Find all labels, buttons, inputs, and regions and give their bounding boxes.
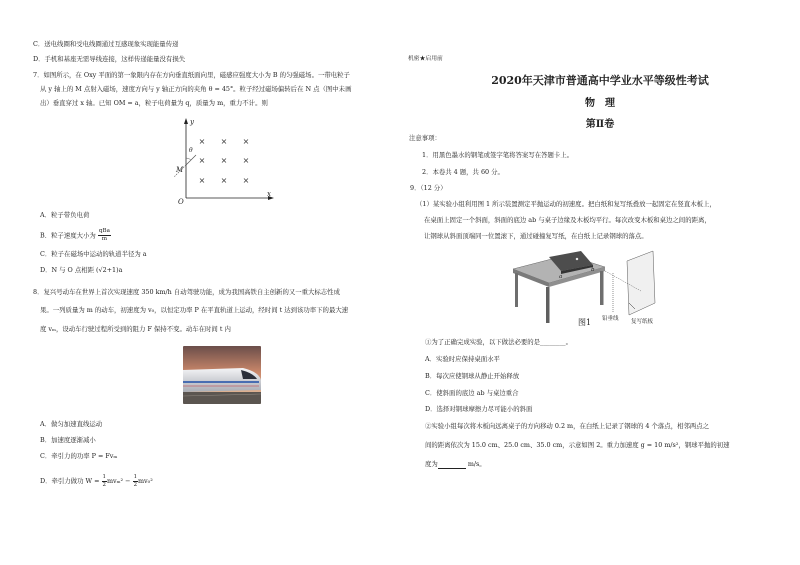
sub1-option-d: D．选择对钢球摩擦力尽可能小的斜面 <box>425 405 533 413</box>
sub-question-1: ①为了正确完成实验，以下做法必要的是________。 <box>425 338 572 346</box>
q8-stem-line3: 度 vₘ，设动车行驶过程所受到的阻力 F 保持不变。动车在时间 t 内 <box>40 325 231 333</box>
q7-option-b-numerator: qBa <box>98 228 110 234</box>
q8-option-d <box>40 474 153 488</box>
plumb-line-label: 铅垂线 <box>602 316 619 322</box>
half-denominator: 2 <box>102 481 106 488</box>
sub1-option-a: A．实验时应保持桌面水平 <box>425 355 500 363</box>
q8-stem-line1: 8．复兴号动车在世界上首次实现速度 350 km/h 自动驾驶功能，成为我国高铁自主创新的又一重大标志性成 <box>33 288 340 296</box>
notes-heading: 注意事项： <box>409 134 441 142</box>
point-m-label: M <box>176 166 184 174</box>
q8-stem-line2: 果。一列质量为 m 的动车，初速度为 v₀，以恒定功率 P 在平直轨道上运动，经时间 t 达到该功率下的最大速 <box>40 306 349 314</box>
note-2: 2．本卷共 4 题，共 60 分。 <box>422 168 504 176</box>
field-cross: × <box>198 156 206 165</box>
sub2-line3-prefix: 度为 <box>425 460 438 468</box>
q8-option-a: A．做匀加速直线运动 <box>40 420 103 428</box>
field-cross: × <box>242 156 250 165</box>
field-cross: × <box>220 137 228 146</box>
answer-blank <box>438 462 466 469</box>
q8-option-d-label: D．牵引力做功 W = <box>40 477 100 485</box>
q7-option-b-denominator: m <box>101 236 108 242</box>
sub-question-2-line1: ②实验小组每次将木板向远离桌子的方向移动 0.2 m，在白纸上记录了钢球的 4 个落点，相邻两点之 <box>425 422 710 430</box>
x-axis-label: x <box>267 190 271 198</box>
field-cross: × <box>198 176 206 185</box>
sub2-line3-suffix: m/s。 <box>465 460 486 468</box>
q7-option-c: C．粒子在磁场中运动的轨道半径为 a <box>40 250 147 258</box>
q9-part1-line3: 让钢球从斜面顶端同一位置滚下，通过碰撞复写纸，在白纸上记录钢球的落点。 <box>424 232 648 240</box>
half-numerator: 1 <box>133 474 137 480</box>
edge-b-label: b <box>591 267 595 273</box>
q7-option-d: D．N 与 O 点相距 (√2+1)a <box>40 266 123 274</box>
figure-1-apparatus <box>505 247 685 337</box>
q7-option-a: A．粒子带负电荷 <box>40 211 90 219</box>
q8-option-c: C．牵引力的功率 P = Fvₘ <box>40 452 118 460</box>
exam-subject: 物 理 <box>585 98 615 109</box>
q7-option-b <box>40 228 111 243</box>
sub-question-2-line2: 间的距离依次为 15.0 cm、25.0 cm、35.0 cm，示意如图 2。重力加速度 g = 10 m/s²，钢球平抛的初速 <box>425 441 730 449</box>
q8-option-d-term2: mv₀² <box>138 477 153 485</box>
q6-option-c: C．送电线圈和受电线圈通过互感现象实现能量传递 <box>33 40 179 48</box>
figure-1-caption: 图1 <box>578 318 592 327</box>
note-1: 1．用黑色墨水的钢笔或签字笔将答案写在答题卡上。 <box>422 151 574 159</box>
q7-stem-line2: 从 y 轴上的 M 点射入磁场，速度方向与 y 轴正方向的夹角 θ = 45°。粒子经过磁场偏转后在 N 点（图中未画 <box>40 85 352 93</box>
exam-volume: 第Ⅱ卷 <box>585 119 615 130</box>
confidential-mark: 机密★启用前 <box>408 56 443 62</box>
sub-question-2-line3 <box>425 460 486 469</box>
q7-option-b-label: B．粒子速度大小为 <box>40 231 96 240</box>
q8-option-b: B．加速度逐渐减小 <box>40 436 96 444</box>
half-numerator: 1 <box>102 474 106 480</box>
q9-part1-line2: 在桌面上固定一个斜面，斜面的底边 ab 与桌子边缘及木板均平行。每次改变木板和桌边之间的距离， <box>424 216 711 224</box>
field-cross: × <box>242 137 250 146</box>
field-cross: × <box>220 156 228 165</box>
y-axis-label: y <box>190 118 194 126</box>
train-photo <box>183 346 261 404</box>
origin-label: O <box>178 198 184 204</box>
exam-title: 2020年天津市普通高中学业水平等级性考试 <box>491 74 709 87</box>
field-cross: × <box>220 176 228 185</box>
carbon-board-label: 复写纸板 <box>631 319 654 325</box>
angle-theta-label: θ <box>189 147 193 154</box>
q8-option-d-minus: − <box>125 477 131 485</box>
field-cross: × <box>242 176 250 185</box>
field-cross: × <box>198 137 206 146</box>
q7-stem-line1: 7．如图所示，在 Oxy 平面的第一象限内存在方向垂直纸面向里，磁感应强度大小为 B 的匀强磁场。一带电粒子 <box>33 71 350 79</box>
edge-a-label: a <box>559 274 563 280</box>
q7-stem-line3: 出）垂直穿过 x 轴。已知 OM = a，粒子电荷量为 q，质量为 m，重力不计。则 <box>40 99 268 107</box>
right-page <box>400 0 800 565</box>
q9-part1-line1: （1）某实验小组利用图 1 所示装置测定平抛运动的初速度。把白纸和复写纸叠放一起固定在竖直木板上， <box>416 200 716 208</box>
q9-heading: 9．（12 分） <box>410 184 447 192</box>
q8-option-d-term1: mvₘ² <box>106 477 124 485</box>
sub1-option-c: C．使斜面的底边 ab 与桌边重合 <box>425 389 519 397</box>
q6-option-d: D．手机和基座无需导线连接，这样传递能量没有损失 <box>33 55 186 63</box>
q7-magnetic-field-figure <box>170 116 280 204</box>
sub1-option-b: B．每次应使钢球从静止开始释放 <box>425 372 520 380</box>
half-denominator: 2 <box>133 481 137 488</box>
